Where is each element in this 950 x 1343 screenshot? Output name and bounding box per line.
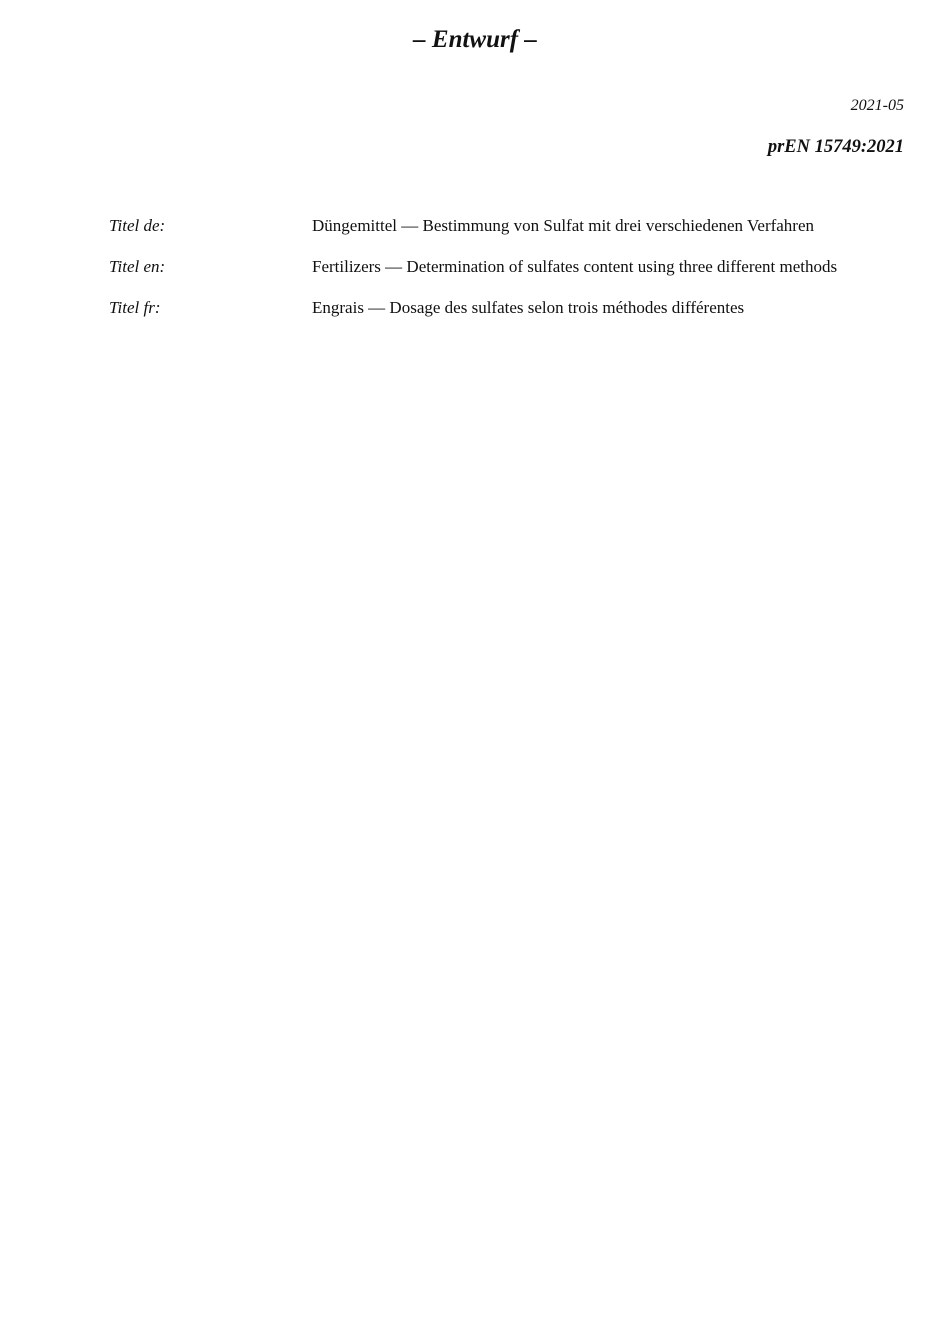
title-row-de <box>109 215 909 236</box>
title-label-fr: Titel fr: <box>109 298 161 317</box>
title-text-en: Fertilizers — Determination of sulfates content using three different methods <box>312 257 838 276</box>
draft-banner: – Entwurf – <box>413 26 537 53</box>
document-number: prEN 15749:2021 <box>767 137 904 157</box>
title-label-en: Titel en: <box>109 257 166 276</box>
title-label-de: Titel de: <box>109 216 166 235</box>
title-row-en <box>109 256 909 277</box>
title-row-fr <box>109 297 909 318</box>
title-text-fr: Engrais — Dosage des sulfates selon trois méthodes différentes <box>312 298 745 317</box>
titles-list <box>109 215 909 338</box>
document-date: 2021-05 <box>850 97 904 114</box>
title-text-de: Düngemittel — Bestimmung von Sulfat mit drei verschiedenen Verfahren <box>312 216 815 235</box>
